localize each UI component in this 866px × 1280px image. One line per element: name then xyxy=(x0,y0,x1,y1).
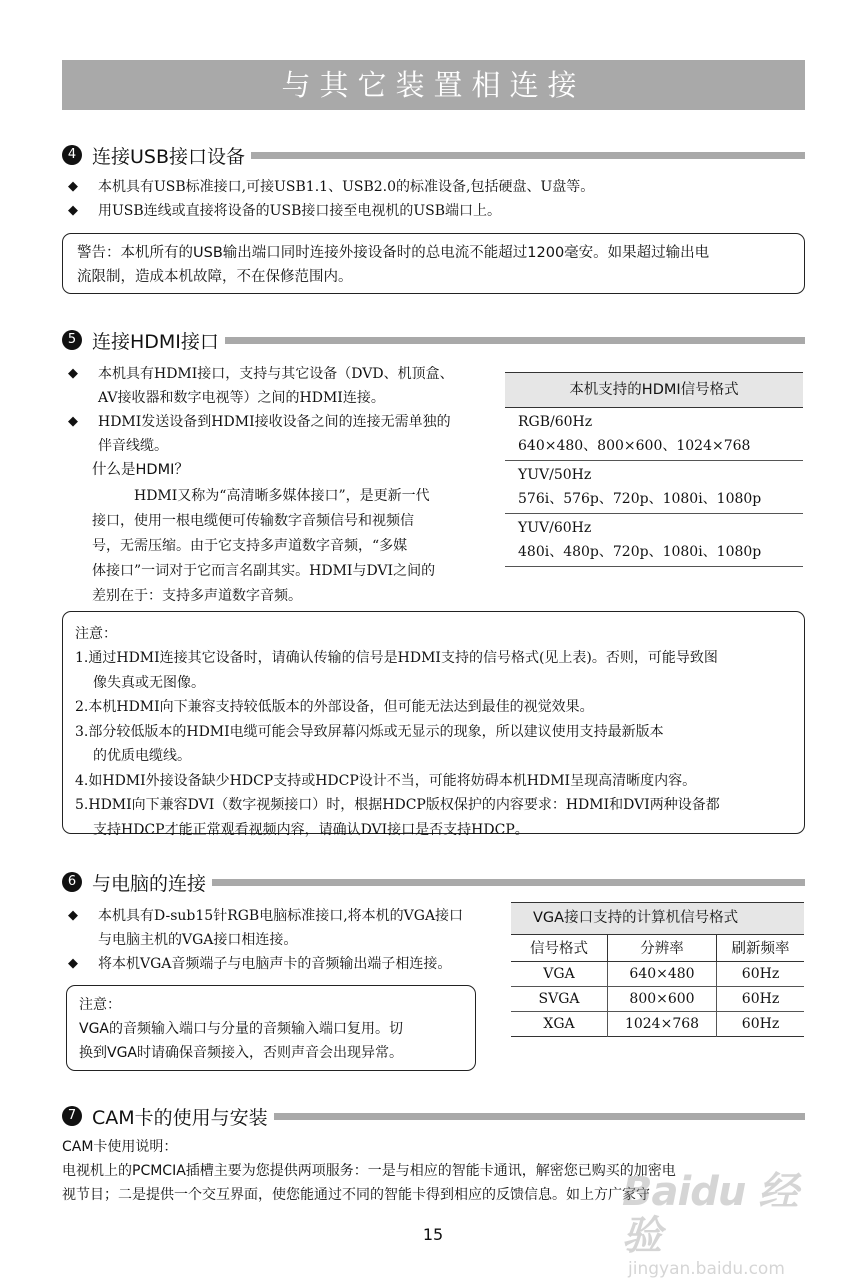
note-line: 像失真或无图像。 xyxy=(93,674,205,691)
section-title: CAM卡的使用与安装 xyxy=(92,1106,268,1129)
notes-title: 注意： xyxy=(75,626,117,642)
diamond-bullet-icon: ◆ xyxy=(68,179,78,194)
diamond-bullet-icon: ◆ xyxy=(68,414,78,429)
note-line: 5.HDMI向下兼容DVI（数字视频接口）时，根据HDCP版权保护的内容要求：HDMI和DVI两种设备都 xyxy=(75,797,720,813)
note-line: 2.本机HDMI向下兼容支持较低版本的外部设备，但可能无法达到最佳的视觉效果。 xyxy=(75,699,594,715)
what-is-hdmi-heading: 什么是HDMI？ xyxy=(92,462,189,478)
cam-subtitle: CAM卡使用说明： xyxy=(62,1139,178,1155)
section-title: 连接USB接口设备 xyxy=(92,145,246,168)
what-is-hdmi-body: HDMI又称为“高清晰多媒体接口”，是更新一代 接口，使用一根电缆便可传输数字音频信号和视频信 号，无需压缩。由于它支持多声道数字音频，“多媒 体接口”一词对于它而言名副其实。HDMI与DVI之间的 差别在于：支持多声道数字音频。 xyxy=(92,488,436,604)
section-cam-header xyxy=(62,1103,805,1129)
note-line: 支持HDCP才能正常观看视频内容，请确认DVI接口是否支持HDCP。 xyxy=(93,821,529,838)
vga-table-grid xyxy=(511,935,804,1037)
cam-body-line: 视节目；二是提供一个交互界面，使您能通过不同的智能卡得到相应的反馈信息。如上方广家守 xyxy=(62,1187,650,1203)
table-header: 本机支持的HDMI信号格式 xyxy=(505,372,803,408)
section-number: 6 xyxy=(62,872,82,892)
usb-warning-line-2: 流限制，造成本机故障，不在保修范围内。 xyxy=(77,269,353,285)
section-pc-header xyxy=(62,869,805,895)
section-hdmi-header xyxy=(62,327,805,353)
section-rule xyxy=(225,337,805,344)
hdmi-notes-box xyxy=(62,611,805,838)
note-title: 注意： xyxy=(79,997,121,1013)
usb-warning-line-1: 警告：本机所有的USB输出端口同时连接外接设备时的总电流不能超过1200毫安。如果超过输出电 xyxy=(77,245,710,261)
diamond-bullet-icon: ◆ xyxy=(68,956,78,971)
notes-list xyxy=(75,646,720,842)
hdmi-format-table xyxy=(505,372,803,567)
table-row: YUV/60Hz 480i、480p、720p、1080i、1080p xyxy=(505,514,803,567)
section-number: 4 xyxy=(62,145,82,165)
diamond-bullet-icon: ◆ xyxy=(68,203,78,218)
watermark-brand: Baidu 经验 xyxy=(622,1169,798,1259)
usb-warning-box xyxy=(62,233,805,294)
table-row: XGA 1024×768 60Hz xyxy=(511,1011,804,1036)
table-header: VGA接口支持的计算机信号格式 xyxy=(511,902,804,935)
page-number: 15 xyxy=(422,1225,444,1244)
watermark-url: jingyan.baidu.com xyxy=(628,1259,785,1279)
section-title: 连接HDMI接口 xyxy=(92,330,219,353)
note-line: 1.通过HDMI连接其它设备时，请确认传输的信号是HDMI支持的信号格式(见上表)。否则，可能导致图 xyxy=(75,650,718,666)
note-line: VGA的音频输入端口与分量的音频输入端口复用。切 xyxy=(79,1021,404,1037)
diamond-bullet-icon: ◆ xyxy=(68,366,78,381)
section-title: 与电脑的连接 xyxy=(92,872,207,895)
column-header: 刷新频率 xyxy=(731,941,790,958)
table-row: RGB/60Hz 640×480、800×600、1024×768 xyxy=(505,408,803,461)
cam-body-line: 电视机上的PCMCIA插槽主要为您提供两项服务：一是与相应的智能卡通讯，解密您已购买的加密电 xyxy=(62,1163,676,1179)
column-header: 分辨率 xyxy=(608,935,717,961)
section-number: 7 xyxy=(62,1106,82,1126)
pc-note-box xyxy=(66,985,476,1071)
section-number: 5 xyxy=(62,330,82,350)
table-row: SVGA 800×600 60Hz xyxy=(511,986,804,1011)
note-line: 的优质电缆线。 xyxy=(93,748,191,764)
table-row: YUV/50Hz 576i、576p、720p、1080i、1080p xyxy=(505,461,803,514)
watermark xyxy=(622,1169,822,1279)
section-rule xyxy=(212,879,805,886)
page-title: 与其它装置相连接 xyxy=(62,60,805,110)
vga-format-table xyxy=(511,902,804,1037)
note-line: 4.如HDMI外接设备缺少HDCP支持或HDCP设计不当，可能将妨碍本机HDMI呈现高清晰度内容。 xyxy=(75,772,697,789)
section-rule xyxy=(251,152,805,159)
table-row: VGA 640×480 60Hz xyxy=(511,961,804,986)
note-line: 换到VGA时请确保音频接入，否则声音会出现异常。 xyxy=(79,1045,404,1061)
column-header: 信号格式 xyxy=(511,935,608,961)
diamond-bullet-icon: ◆ xyxy=(68,908,78,923)
note-line: 3.部分较低版本的HDMI电缆可能会导致屏幕闪烁或无显示的现象，所以建议使用支持最新版本 xyxy=(75,723,664,740)
section-usb-header xyxy=(62,142,805,168)
section-rule xyxy=(274,1113,805,1120)
